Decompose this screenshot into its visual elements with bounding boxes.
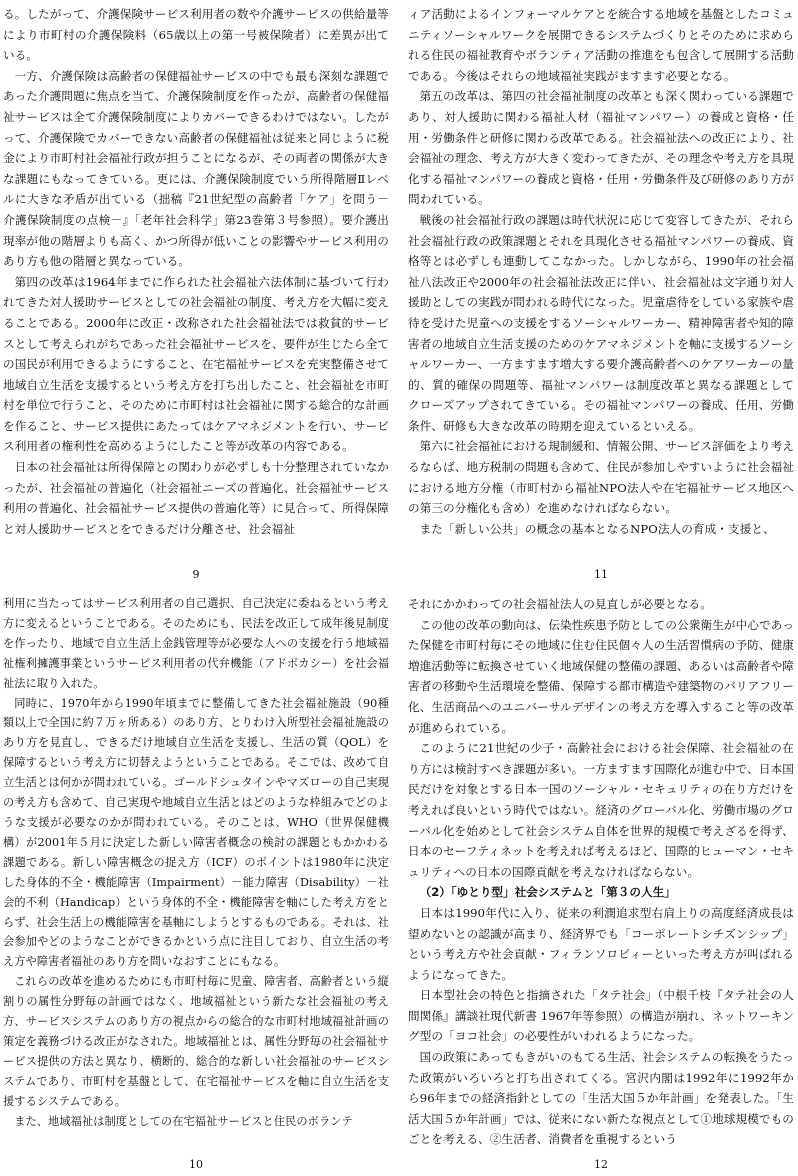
paragraph: このように21世紀の少子・高齢社会における社会保障、社会福祉の在り方には検討すべき課題が多い。一方ますます国際化が進む中で、日本国民だけを対象とする日本一国のソーシャル・セキュリティの在り方だけを考えれば良いという時代ではない。経済のグローバル化、労働市場のグローバル化を始めとして社会システム自体を世界的規模で考えざるを得ず、日本のセーフティネットを考えれば考えるほど、国際的ヒューマン・セキュリティへの日本の国際貢献を考えなければならない。 <box>408 741 794 879</box>
page-number: 9 <box>192 568 200 581</box>
paragraph: それにかかわっての社会福祉法人の見直しが必要となる。 <box>408 597 712 611</box>
page-9 <box>3 4 389 582</box>
paragraph: 第五の改革は、第四の社会福祉制度の改革とも深く関わっている課題であり、対人援助に関わる福祉人材（福祉マンパワー）の養成と資格・任用・労働条件と研修に関わる改革である。社会福祉法への改正により、社会福祉の理念、考え方が大きく変わってきたが、その理念や考え方を具現化する福祉マンパワーの養成と資格・任用・労働条件及び研修のあり方が問われている。 <box>408 89 794 207</box>
paragraph: 日本の社会福祉は所得保障との関わりが必ずしも十分整理されていなかったが、社会福祉の普遍化（社会福祉ニーズの普遍化、社会福祉サービス利用の普遍化、社会福祉サービス提供の普遍化等）に見合って、所得保障と対人援助サービスとをできるだけ分離させ、社会福祉 <box>3 460 389 536</box>
paragraph: また、地域福祉は制度としての在宅福祉サービスと住民のボランテ <box>14 1114 353 1128</box>
paragraph: 第四の改革は1964年までに作られた社会福祉六法体制に基づいて行われてきた対人援助サービスとしての社会福祉の制度、考え方を大幅に変えることである。2000年に改正・改称された社会福祉法では救貧的サービスとして考えられがちであった社会福祉サービスを、要件が生じたら全ての国民が利用できるようにすること、在宅福祉サービスを充実整備させて地域自立生活を支援するという考え方を打ち出したこと、社会福祉を市町村を単位で行うこと、そのために市町村は社会福祉に関する総合的な計画を作ること、サービス提供にあたってはケアマネジメントを行い、サービス利用者の権利性を高めるようにしたこと等が改革の内容である。 <box>3 274 389 454</box>
paragraph: 戦後の社会福祉行政の課題は時代状況に応じて変容してきたが、それら社会福祉行政の政策課題とそれを具現化させる福祉マンパワーの養成、資格等とは必ずしも連動してこなかった。しかしながら、1990年の社会福祉八法改正や2000年の社会福祉法改正に伴い、社会福祉は文字通り対人援助としての実践が問われる時代になった。児童虐待をしている家族や虐待を受けた児童への支援をするソーシャルワーカー、精神障害者や知的障害者の地域自立生活支援のためのケアマネジメントを軸に支援するソーシャルワーカー、一方ますます増大する要介護高齢者へのケアワーカーの量的、質的確保の問題等、福祉マンパワーは制度改革と異なる課題として クローズアップされてきている。その福祉マンパワーの養成、任用、労働条件、研修も大きな改革の時期を迎えているといえる。 <box>408 212 794 433</box>
page-12 <box>408 594 794 1172</box>
paragraph: る。したがって、介護保険サービス利用者の数や介護サービスの供給量等により市町村の介護保険料（65歳以上の第一号被保険者）に差異が出ている。 <box>3 7 389 63</box>
page-body <box>3 4 389 539</box>
paragraph: これらの改革を進めるためにも市町村毎に児童、障害者、高齢者という縦割りの属性分野毎の計画ではなく、地域福祉という新たな社会福祉の考え方、サービスシステムのあり方の視点からの総合的な市町村地域福祉計画の策定を義務づける改正がなされた。地域福祉とは、属性分野毎の社会福祉サービス提供の方法と異なり、横断的、総合的な新しい社会福祉のサービスシステムであり、市町村を基盤として、在宅福祉サービスを軸に自立生活を支援するシステムである。 <box>3 975 389 1108</box>
paragraph: また「新しい公共」の概念の基本となるNPO法人の育成・支援と、 <box>419 521 775 536</box>
page-10 <box>3 594 389 1172</box>
page-number: 11 <box>594 568 608 581</box>
paragraph: 日本は1990年代に入り、従来の利潤追求型右肩上りの高度経済成長は望めないとの認識が高まり、経済界でも「コーポレートシチズンシップ」という考え方や社会貢献・フィランソロピィーといった考え方が叫ばれるようになってきた。 <box>408 905 794 982</box>
page-number: 10 <box>189 1158 203 1171</box>
paragraph: 一方、介護保険は高齢者の保健福祉サービスの中でも最も深刻な課題であった介護問題に焦点を当て、介護保険制度を作ったが、高齢者の保健福祉サービスは全て介護保険制度によりカバーできるわけではない。したがって、介護保険でカバーできない高齢者の保健福祉は従来と同じように税金により市町村社会福祉行政が担うことになるが、その両者の関係が大きな課題にもなってきている。更には、介護保険制度でいう所得階層Ⅱレベルに大きな矛盾が出ている（拙稿『21世紀型の高齢者「ケア」を問う－介護保険制度の点検－』「老年社会科学」第23巻第３号参照）。要介護出現率が他の階層よりも高く、かつ所得が低いことの影響やサービス利用のあり方も他の階層と異なっている。 <box>3 68 389 269</box>
page-body <box>408 594 794 1150</box>
paragraph: ィア活動によるインフォーマルケアとを統合する地域を基盤としたコミュニティソーシャルワークを展開できるシステムづくりとそのために求められる住民の福祉教育やボランティア活動の推進をも包含して展開する活動である。今後はそれらの地域福祉実践がますます必要となる。 <box>408 7 794 83</box>
page-number: 12 <box>594 1158 608 1171</box>
paragraph: 利用に当たってはサービス利用者の自己選択、自己決定に委ねるという考え方に変えるということである。そのためにも、民法を改正して成年後見制度を作ったり、地域で自立生活上金銭管理等が必要な人への支援を行う地域福祉権利擁護事業というサービス利用者の代弁機能（アドボカシー）を社会福祉法に取り入れた。 <box>3 597 389 690</box>
paragraph: 日本型社会の特色と指摘された「タテ社会」（中根千枝『タテ社会の人間関係』講談社現代新書 1967年等参照）の構造が崩れ、ネットワーキング型の「ヨコ社会」の必要性がいわれるようになった。 <box>408 988 794 1044</box>
paragraph: 国の政策にあってもきがいのもてる生活、社会システムの転換をうたった政策がいろいろと打ち出されてくる。宮沢内閣は1992年に1992年から96年までの経済指針としての「生活大国５か年計画」を発表した。「生活大国５か年計画」では、従来にない新たな視点として①地球規模でものごとを考える、②生活者、消費者を重視するという <box>408 1050 794 1147</box>
paragraph: 同時に、1970年から1990年頃までに整備してきた社会福祉施設（90種類以上で全国に約７万ヶ所ある）のあり方、とりわけ入所型社会福祉施設のあり方を見直し、できるだけ地域自立生活を支援し、生活の質（QOL）を保障するという考え方に切替えようということである。そこでは、改めて自立生活とは何かが問われている。ゴールドシュタインやマズローの自己実現の考え方も含めて、自己実現や地域自立生活とはどのような枠組みでどのような支援が必要なのかが問われている。そのことは、WHO（世界保健機構）が2001年５月に決定した新しい障害者概念の検討の課題ともかかわる課題である。新しい障害概念の捉え方（ICF）のポイントは1980年に決定した身体的不全・機能障害（Impairment）－能力障害（Disability）－社会的不利（Handicap）という身体的不全・機能障害を軸にした考え方をとらず、社会生活上の機能障害を基軸にしようとするものである。それは、社会参加やどのようなことができるかという点に注目しており、自立生活の考え方や障害者福祉のあり方を問いなおすことにもなる。 <box>3 696 389 969</box>
paragraph: 第六に社会福祉における規制緩和、情報公開、サービス評価をより考えるならば、地方税制の問題も含めて、住民が参加しやすいように社会福祉における地方分権（市町村から福祉NPO法人や在宅福祉サービス地区への第三の分権化も含め）を進めなければならない。 <box>408 439 794 516</box>
section-heading: （2）「ゆとり型」社会システムと「第３の人生」 <box>419 885 676 900</box>
page-body <box>408 4 794 539</box>
page-11 <box>408 4 794 582</box>
paragraph: この他の改革の動向は、伝染性疾患予防としての公衆衛生が中心であった保健を市町村毎にその地域に住む住民個々人の生活習慣病の予防、健康増進活動等に転換させていく地域保健の整備の課題、あるいは高齢者や障害者の移動や生活環境を整備、保障する都市構造や建築物のバリアフリー化、生活商品へのユニバーサルデザインの考え方を導入すること等の改革が進められている。 <box>408 617 794 735</box>
page-body <box>3 594 389 1131</box>
